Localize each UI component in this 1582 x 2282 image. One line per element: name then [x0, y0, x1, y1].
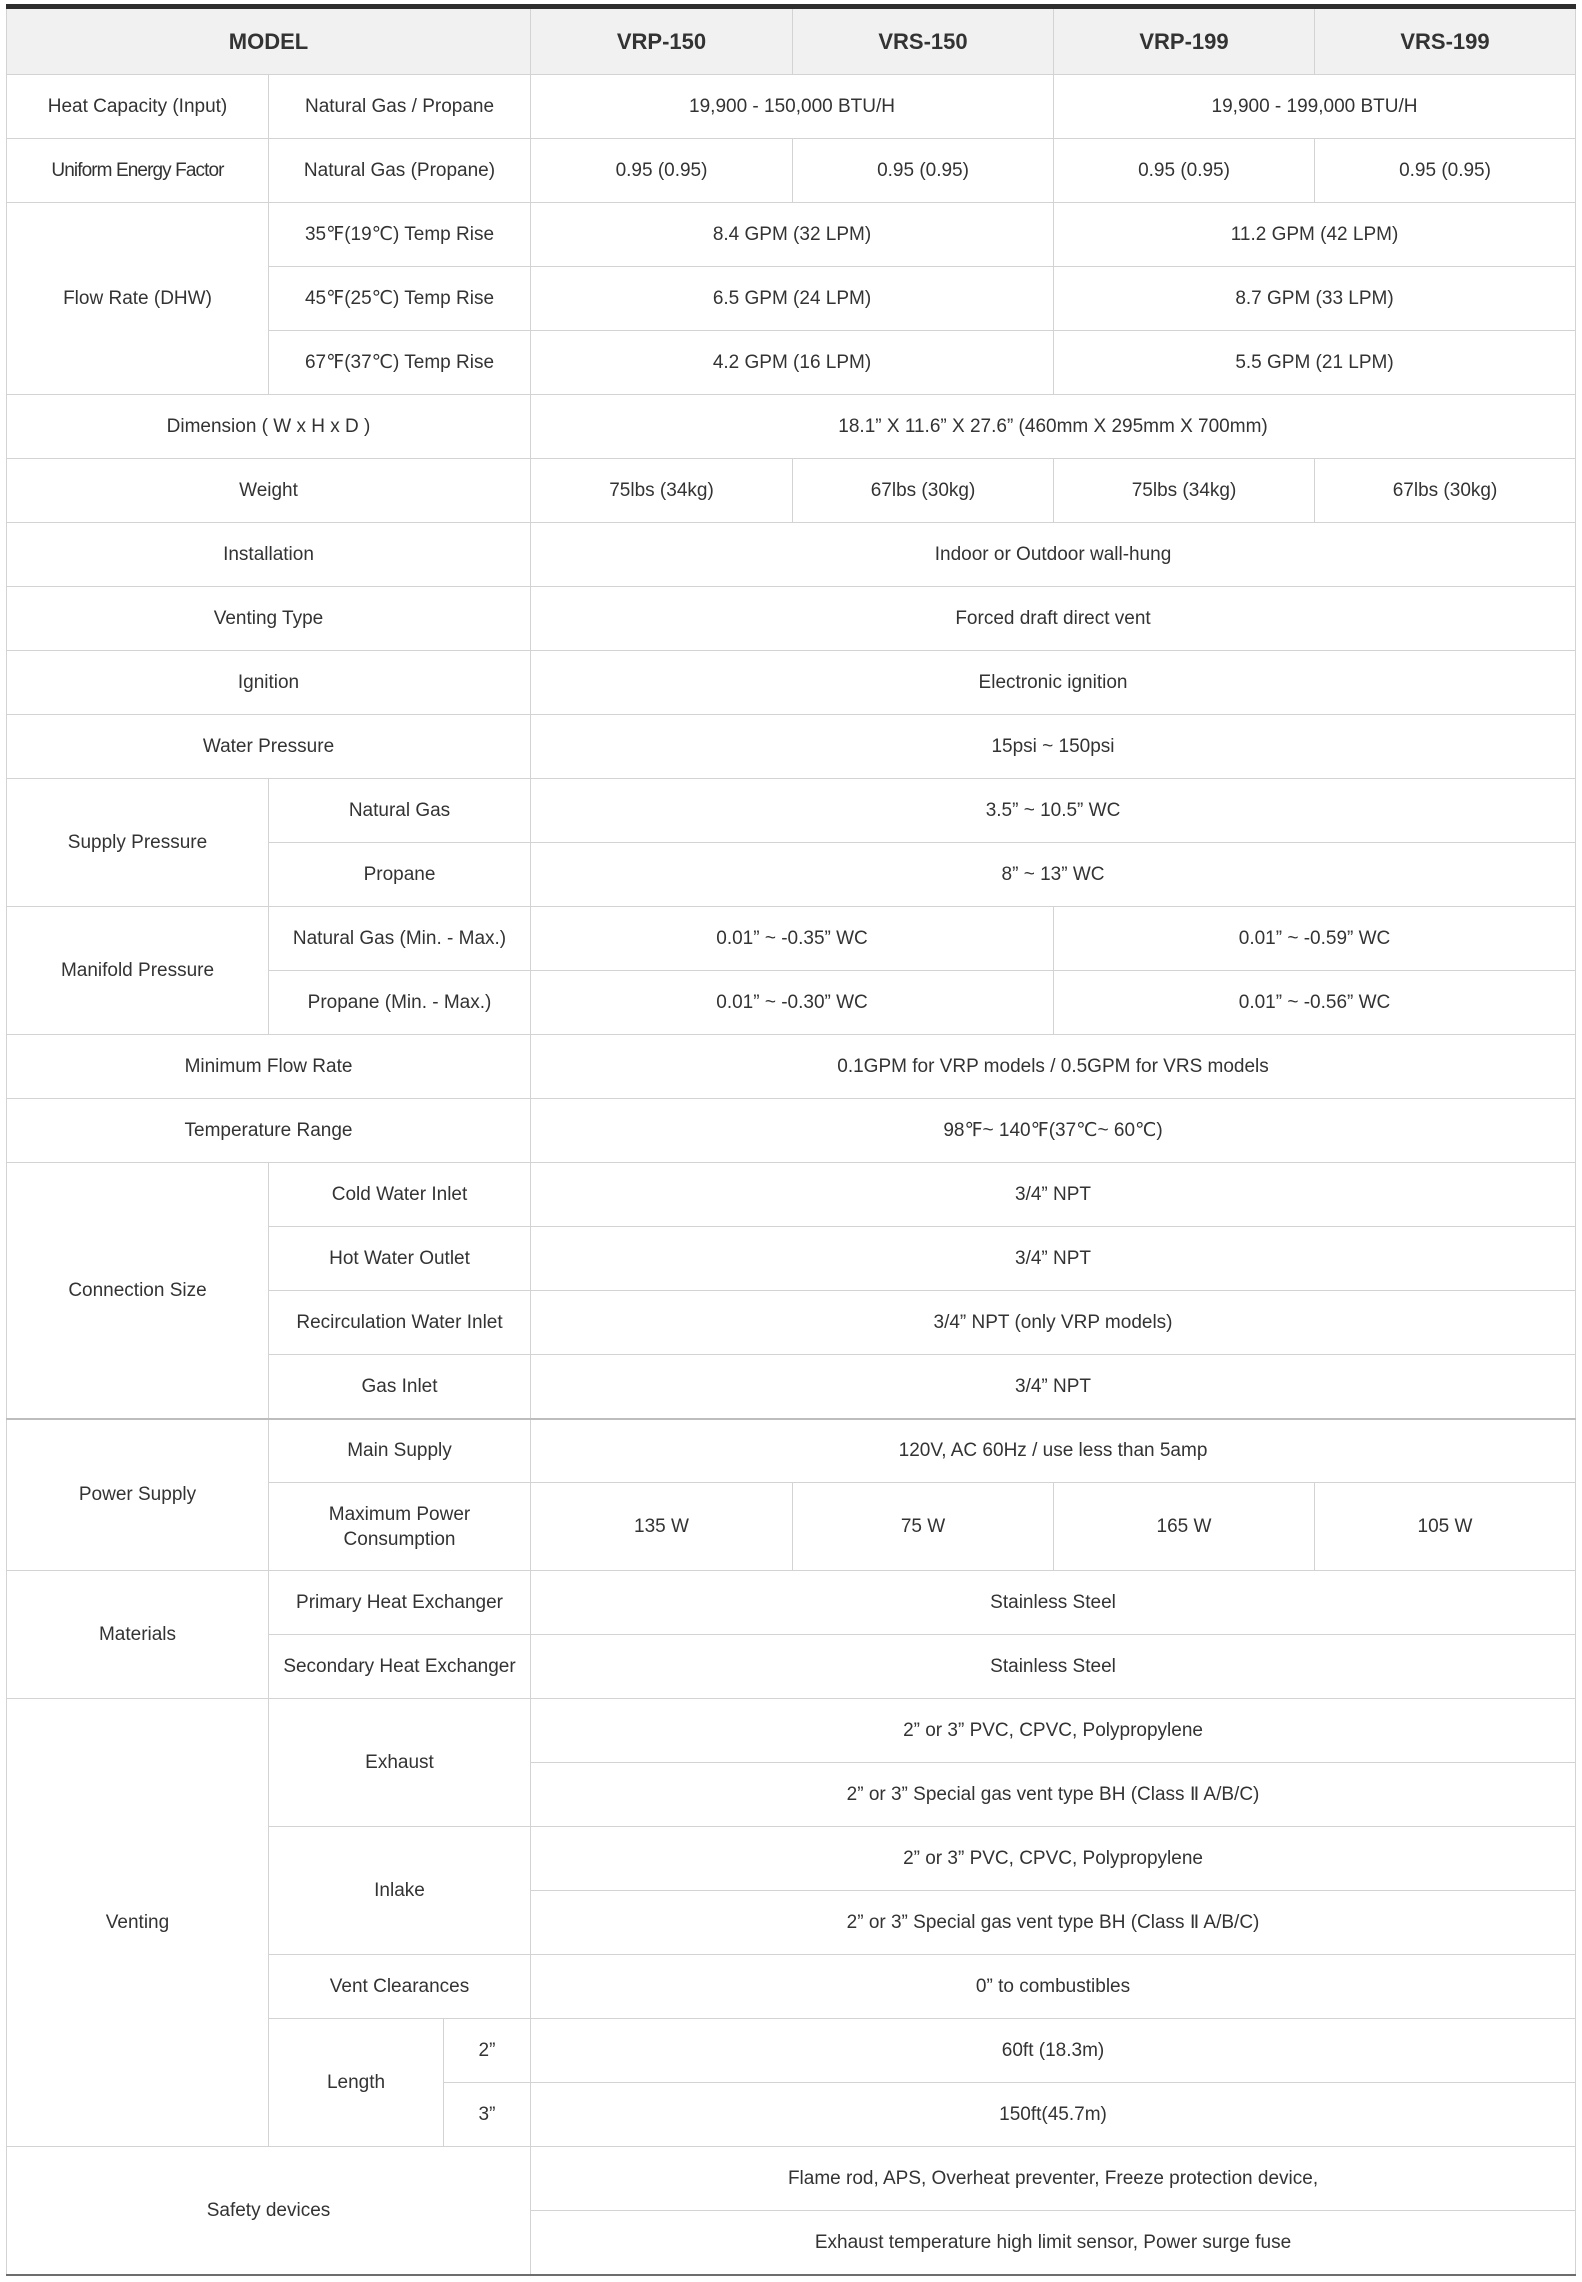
model-vrs-150-header: VRS-150: [793, 7, 1054, 75]
value-cell: 2” or 3” PVC, CPVC, Polypropylene: [531, 1827, 1576, 1891]
length-size-cell: 3”: [444, 2083, 531, 2147]
heat-capacity-row: [7, 75, 1576, 139]
value-cell: 105 W: [1315, 1483, 1576, 1571]
row-label: Venting: [7, 1699, 269, 2147]
value-cell: 0” to combustibles: [531, 1955, 1576, 2019]
value-cell: 11.2 GPM (42 LPM): [1054, 203, 1576, 267]
installation-row: [7, 523, 1576, 587]
value-cell: 0.01” ~ -0.35” WC: [531, 907, 1054, 971]
row-sublabel: Secondary Heat Exchanger: [269, 1635, 531, 1699]
row-sublabel: Gas Inlet: [269, 1355, 531, 1419]
value-cell: 19,900 - 199,000 BTU/H: [1054, 75, 1576, 139]
value-cell: Electronic ignition: [531, 651, 1576, 715]
value-cell: 8.7 GPM (33 LPM): [1054, 267, 1576, 331]
value-cell: 60ft (18.3m): [531, 2019, 1576, 2083]
model-header: MODEL: [7, 7, 531, 75]
value-cell: 75 W: [793, 1483, 1054, 1571]
ignition-row: [7, 651, 1576, 715]
value-cell: 0.95 (0.95): [1054, 139, 1315, 203]
row-label: Uniform Energy Factor: [7, 139, 269, 203]
min-flow-row: [7, 1035, 1576, 1099]
value-cell: 0.95 (0.95): [531, 139, 793, 203]
row-label: Ignition: [7, 651, 531, 715]
model-vrp-150-header: VRP-150: [531, 7, 793, 75]
row-label: Heat Capacity (Input): [7, 75, 269, 139]
value-cell: Forced draft direct vent: [531, 587, 1576, 651]
row-label: Venting Type: [7, 587, 531, 651]
row-sublabel: Inlake: [269, 1827, 531, 1955]
spec-table: [6, 4, 1576, 2276]
value-cell: 3/4” NPT: [531, 1227, 1576, 1291]
value-cell: 2” or 3” Special gas vent type BH (Class Ⅱ A/B/C): [531, 1891, 1576, 1955]
row-sublabel: Propane (Min. - Max.): [269, 971, 531, 1035]
row-sublabel: Maximum Power Consumption: [269, 1483, 531, 1571]
row-label: Dimension ( W x H x D ): [7, 395, 531, 459]
uef-row: [7, 139, 1576, 203]
value-cell: 3.5” ~ 10.5” WC: [531, 779, 1576, 843]
value-cell: 67lbs (30kg): [1315, 459, 1576, 523]
row-sublabel: Main Supply: [269, 1419, 531, 1483]
value-cell: Exhaust temperature high limit sensor, Power surge fuse: [531, 2211, 1576, 2275]
value-cell: Stainless Steel: [531, 1635, 1576, 1699]
model-vrs-199-header: VRS-199: [1315, 7, 1576, 75]
value-cell: 120V, AC 60Hz / use less than 5amp: [531, 1419, 1576, 1483]
value-cell: 8” ~ 13” WC: [531, 843, 1576, 907]
row-sublabel: 67℉(37℃) Temp Rise: [269, 331, 531, 395]
dimension-row: [7, 395, 1576, 459]
value-cell: 0.95 (0.95): [1315, 139, 1576, 203]
value-cell: 18.1” X 11.6” X 27.6” (460mm X 295mm X 700mm): [531, 395, 1576, 459]
header-row: [7, 7, 1576, 75]
row-label: Manifold Pressure: [7, 907, 269, 1035]
value-cell: 0.01” ~ -0.56” WC: [1054, 971, 1576, 1035]
value-cell: 0.95 (0.95): [793, 139, 1054, 203]
length-size-cell: 2”: [444, 2019, 531, 2083]
value-cell: 135 W: [531, 1483, 793, 1571]
row-sublabel: Primary Heat Exchanger: [269, 1571, 531, 1635]
row-label: Safety devices: [7, 2147, 531, 2275]
model-vrp-199-header: VRP-199: [1054, 7, 1315, 75]
connection-size-row: [7, 1163, 1576, 1227]
value-cell: 6.5 GPM (24 LPM): [531, 267, 1054, 331]
row-sublabel: Natural Gas (Propane): [269, 139, 531, 203]
value-cell: 150ft(45.7m): [531, 2083, 1576, 2147]
row-sublabel: Natural Gas (Min. - Max.): [269, 907, 531, 971]
manifold-pressure-row: [7, 907, 1576, 971]
row-sublabel: Recirculation Water Inlet: [269, 1291, 531, 1355]
venting-row: [7, 1699, 1576, 1763]
value-cell: 0.01” ~ -0.30” WC: [531, 971, 1054, 1035]
row-sublabel: 45℉(25℃) Temp Rise: [269, 267, 531, 331]
value-cell: Indoor or Outdoor wall-hung: [531, 523, 1576, 587]
value-cell: 0.1GPM for VRP models / 0.5GPM for VRS models: [531, 1035, 1576, 1099]
safety-row: [7, 2147, 1576, 2211]
value-cell: 3/4” NPT: [531, 1355, 1576, 1419]
row-label: Supply Pressure: [7, 779, 269, 907]
value-cell: 3/4” NPT: [531, 1163, 1576, 1227]
row-label: Minimum Flow Rate: [7, 1035, 531, 1099]
row-sublabel: Propane: [269, 843, 531, 907]
value-cell: 75lbs (34kg): [1054, 459, 1315, 523]
value-cell: 2” or 3” PVC, CPVC, Polypropylene: [531, 1699, 1576, 1763]
value-cell: 2” or 3” Special gas vent type BH (Class Ⅱ A/B/C): [531, 1763, 1576, 1827]
row-label: Power Supply: [7, 1419, 269, 1571]
row-sublabel: 35℉(19℃) Temp Rise: [269, 203, 531, 267]
value-cell: Stainless Steel: [531, 1571, 1576, 1635]
row-label: Connection Size: [7, 1163, 269, 1419]
value-cell: 15psi ~ 150psi: [531, 715, 1576, 779]
row-sublabel: Exhaust: [269, 1699, 531, 1827]
row-sublabel: Length: [269, 2019, 444, 2147]
row-label: Materials: [7, 1571, 269, 1699]
value-cell: 165 W: [1054, 1483, 1315, 1571]
temp-range-row: [7, 1099, 1576, 1163]
water-pressure-row: [7, 715, 1576, 779]
row-sublabel: Hot Water Outlet: [269, 1227, 531, 1291]
row-sublabel: Natural Gas / Propane: [269, 75, 531, 139]
value-cell: 4.2 GPM (16 LPM): [531, 331, 1054, 395]
value-cell: 5.5 GPM (21 LPM): [1054, 331, 1576, 395]
weight-row: [7, 459, 1576, 523]
row-label: Flow Rate (DHW): [7, 203, 269, 395]
row-label: Weight: [7, 459, 531, 523]
value-cell: 3/4” NPT (only VRP models): [531, 1291, 1576, 1355]
value-cell: 75lbs (34kg): [531, 459, 793, 523]
venting-type-row: [7, 587, 1576, 651]
value-cell: 0.01” ~ -0.59” WC: [1054, 907, 1576, 971]
row-sublabel: Natural Gas: [269, 779, 531, 843]
row-label: Temperature Range: [7, 1099, 531, 1163]
supply-pressure-row: [7, 779, 1576, 843]
value-cell: 19,900 - 150,000 BTU/H: [531, 75, 1054, 139]
materials-row: [7, 1571, 1576, 1635]
value-cell: 8.4 GPM (32 LPM): [531, 203, 1054, 267]
row-sublabel: Cold Water Inlet: [269, 1163, 531, 1227]
value-cell: 67lbs (30kg): [793, 459, 1054, 523]
power-supply-row: [7, 1419, 1576, 1483]
value-cell: 98℉~ 140℉(37℃~ 60℃): [531, 1099, 1576, 1163]
row-label: Installation: [7, 523, 531, 587]
flow-rate-row: [7, 203, 1576, 267]
row-label: Water Pressure: [7, 715, 531, 779]
value-cell: Flame rod, APS, Overheat preventer, Freeze protection device,: [531, 2147, 1576, 2211]
row-sublabel: Vent Clearances: [269, 1955, 531, 2019]
